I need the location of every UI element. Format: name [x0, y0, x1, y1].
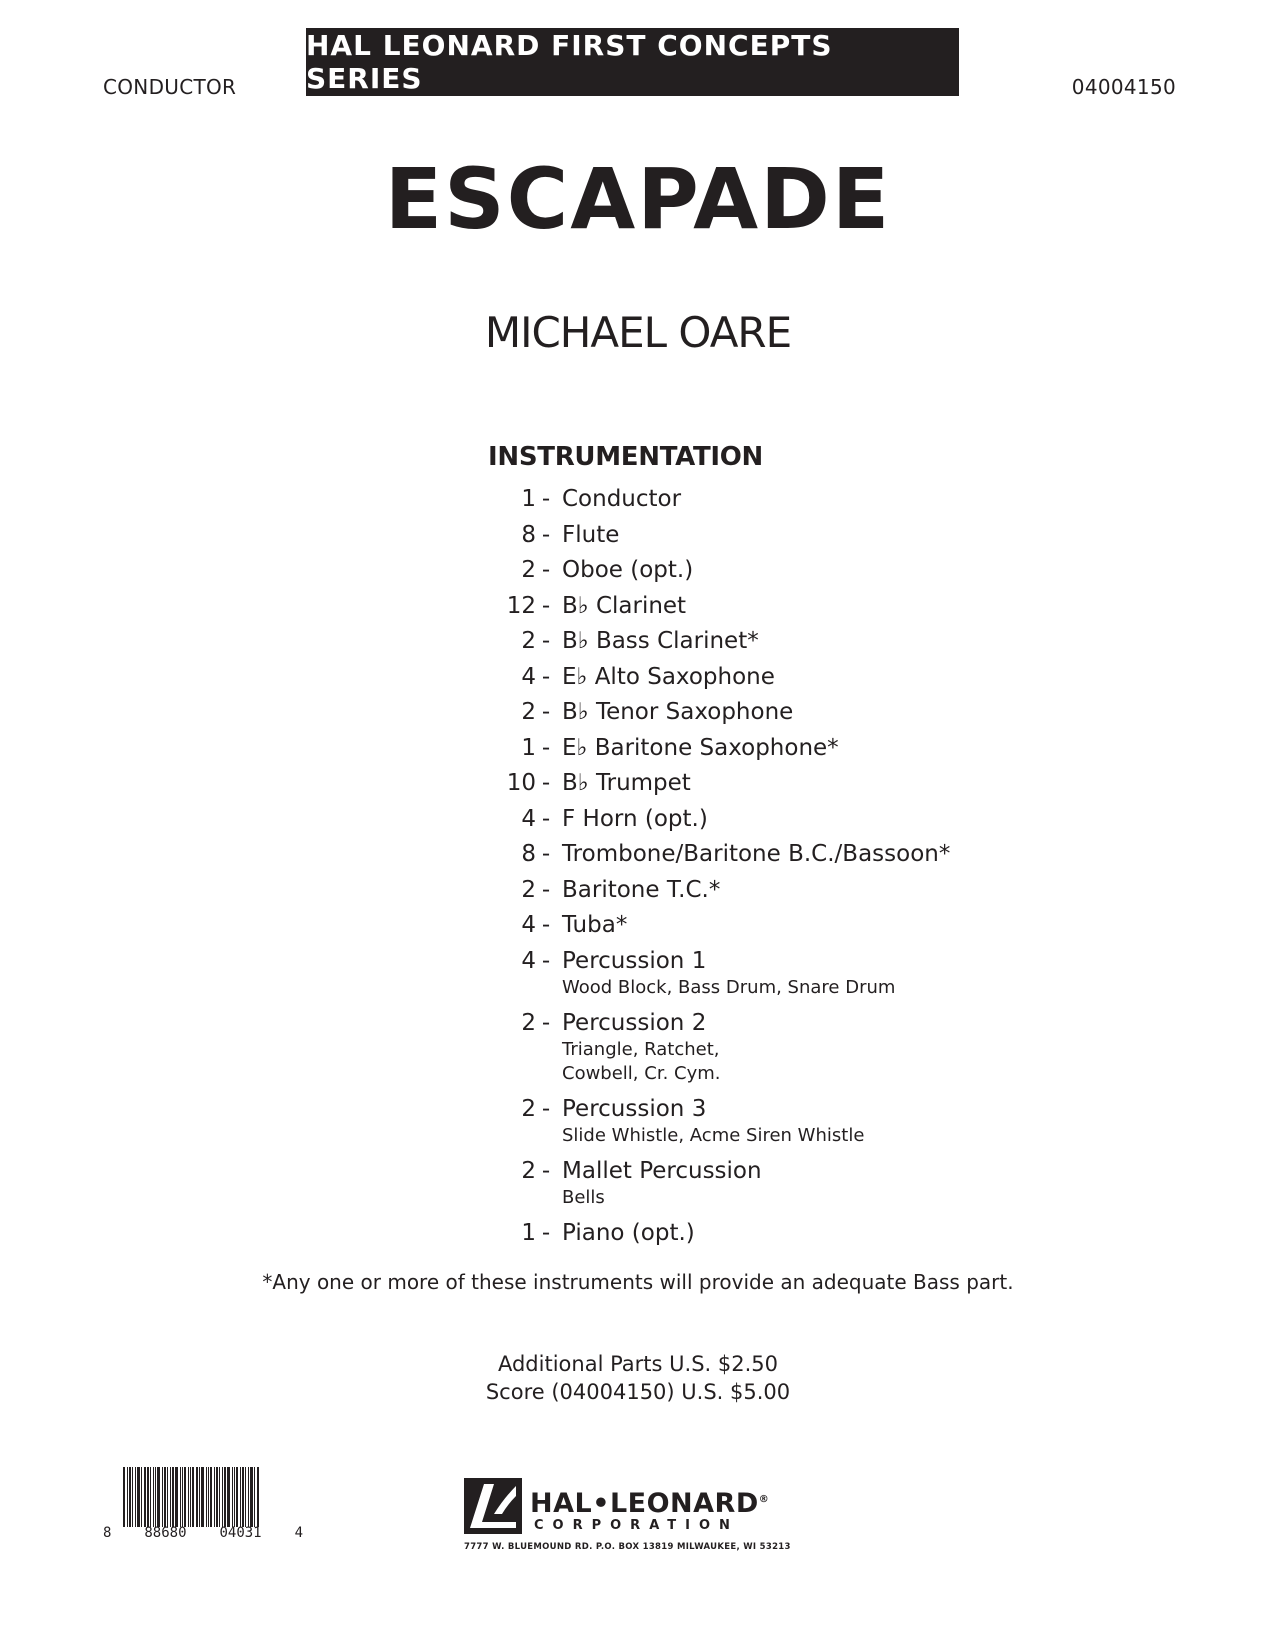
quantity-dash: - [541, 1009, 551, 1036]
instrument-quantity: 2 [521, 876, 536, 903]
barcode-bar [234, 1467, 235, 1527]
instrument-name: Baritone T.C.* [562, 876, 721, 903]
barcode-bar [199, 1467, 200, 1527]
instrument-quantity: 1 [521, 1219, 536, 1246]
barcode-digit-group: 4 [294, 1525, 303, 1541]
barcode-digit-group: 04031 [219, 1525, 262, 1541]
quantity-dash: - [541, 876, 551, 903]
instrument-name-block [562, 662, 775, 692]
quantity-dash: - [541, 1095, 551, 1122]
instrument-quantity: 12 [506, 592, 536, 619]
barcode-bar [129, 1467, 131, 1527]
hal-leonard-logo-icon [464, 1478, 522, 1534]
instrument-quantity: 2 [521, 628, 536, 654]
barcode-bar [245, 1467, 246, 1527]
instrument-row [472, 1218, 1032, 1254]
quantity-dash: - [541, 770, 551, 796]
barcode-bar [157, 1467, 160, 1527]
publisher-name [530, 1488, 769, 1519]
barcode-bar [254, 1467, 255, 1527]
instrument-row [472, 555, 1032, 591]
instrument-row [472, 697, 1032, 733]
quantity-dash: - [541, 1157, 551, 1184]
quantity-dash: - [541, 1219, 551, 1246]
barcode-digits [103, 1525, 303, 1541]
instrument-name-block [562, 733, 839, 763]
barcode-bar [135, 1467, 136, 1527]
instrument-detail: Cowbell, Cr. Cym. [562, 1062, 721, 1084]
instrument-quantity: 4 [521, 805, 536, 832]
quantity-dash: - [541, 663, 551, 690]
instrument-name: Tuba* [562, 912, 628, 938]
barcode-bar [242, 1467, 244, 1527]
instrument-quantity: 4 [521, 947, 536, 974]
barcode-bar [222, 1467, 223, 1527]
instrument-name-block [562, 768, 691, 798]
instrument-row [472, 733, 1032, 769]
barcode [103, 1467, 303, 1547]
instrument-quantity: 4 [521, 663, 536, 690]
instrument-quantity: 1 [521, 486, 536, 512]
instrument-row [472, 662, 1032, 698]
instrument-name: Conductor [562, 486, 682, 512]
instrument-name-block [562, 697, 793, 727]
instrument-name-block [562, 1094, 864, 1156]
instrument-name: Percussion 3 [562, 1095, 707, 1122]
barcode-bar [164, 1467, 166, 1527]
barcode-bar [141, 1467, 142, 1527]
instrument-row [472, 484, 1032, 520]
quantity-dash: - [541, 699, 551, 725]
barcode-bar [219, 1467, 220, 1527]
instrument-name: B♭ Clarinet [562, 592, 687, 619]
price-info [0, 1350, 1276, 1406]
additional-parts-price: Additional Parts U.S. $2.50 [497, 1352, 778, 1376]
instrument-quantity: 1 [521, 734, 536, 761]
barcode-bar [150, 1467, 151, 1527]
score-price: Score (04004150) U.S. $5.00 [485, 1380, 791, 1404]
barcode-bar [232, 1467, 233, 1527]
bass-part-footnote: *Any one or more of these instruments will provide an adequate Bass part. [262, 1270, 1014, 1294]
instrument-row [472, 875, 1032, 911]
registered-mark: ® [758, 1494, 770, 1505]
barcode-bar [224, 1467, 226, 1527]
barcode-bar [196, 1467, 198, 1527]
part-label: CONDUCTOR [103, 75, 237, 99]
barcode-bar [137, 1467, 140, 1527]
barcode-bar [227, 1467, 230, 1527]
instrument-name-block [562, 484, 681, 514]
instrument-row [472, 626, 1032, 662]
instrument-quantity: 10 [506, 770, 536, 796]
instrument-row [472, 520, 1032, 556]
barcode-bar [155, 1467, 156, 1527]
barcode-bar [214, 1467, 215, 1527]
instrument-name: Percussion 2 [562, 1009, 707, 1036]
barcode-bar [240, 1467, 241, 1527]
quantity-dash: - [541, 557, 551, 583]
instrument-row [472, 768, 1032, 804]
quantity-dash: - [541, 521, 551, 548]
instrument-name-block [562, 1156, 762, 1218]
barcode-bar [257, 1467, 259, 1527]
instrument-quantity: 8 [521, 841, 536, 867]
instrument-row [472, 910, 1032, 946]
barcode-bar [123, 1467, 125, 1527]
instrument-name-block [562, 839, 950, 869]
instrument-name-block [562, 591, 686, 621]
barcode-bar [210, 1467, 212, 1527]
barcode-bar [147, 1467, 149, 1527]
quantity-dash: - [541, 947, 551, 974]
instrument-row [472, 839, 1032, 875]
publisher-corporation: CORPORATION [534, 1518, 739, 1533]
barcode-bar [167, 1467, 168, 1527]
barcode-bar [144, 1467, 146, 1527]
instrument-name-block [562, 1008, 720, 1094]
composer-name: MICHAEL OARE [484, 308, 792, 357]
quantity-dash: - [541, 628, 551, 654]
barcode-bar [190, 1467, 191, 1527]
instrument-quantity: 4 [521, 912, 536, 938]
barcode-bars [123, 1467, 283, 1527]
barcode-bar [180, 1467, 181, 1527]
barcode-bar [201, 1467, 204, 1527]
instrument-detail: Triangle, Ratchet, [562, 1038, 720, 1060]
quantity-dash: - [541, 912, 551, 938]
series-banner: HAL LEONARD FIRST CONCEPTS SERIES [306, 28, 959, 96]
instrument-quantity: 2 [521, 1157, 536, 1184]
instrument-row [472, 1156, 1032, 1218]
barcode-bar [188, 1467, 189, 1527]
instrument-name-block [562, 555, 693, 585]
quantity-dash: - [541, 486, 551, 512]
instrument-name: B♭ Bass Clarinet* [562, 628, 759, 654]
publisher-name-text: HAL•LEONARD [530, 1488, 759, 1519]
barcode-bar [170, 1467, 171, 1527]
publisher-logo [464, 1478, 824, 1558]
instrument-quantity: 2 [521, 699, 536, 725]
barcode-bar [162, 1467, 163, 1527]
instrument-name-block [562, 875, 720, 905]
instrument-quantity: 2 [521, 1009, 536, 1036]
instrument-name: Trombone/Baritone B.C./Bassoon* [562, 841, 951, 867]
barcode-bar [192, 1467, 194, 1527]
instrument-name: E♭ Baritone Saxophone* [562, 734, 839, 761]
piece-title: ESCAPADE [384, 150, 892, 248]
instrument-name: B♭ Trumpet [562, 770, 691, 796]
barcode-bar [127, 1467, 128, 1527]
catalog-number: 04004150 [1071, 75, 1176, 99]
quantity-dash: - [541, 841, 551, 867]
barcode-bar [250, 1467, 253, 1527]
instrument-name-block [562, 946, 895, 1008]
barcode-bar [153, 1467, 154, 1527]
instrument-row [472, 1094, 1032, 1156]
barcode-bar [248, 1467, 249, 1527]
instrument-name: F Horn (opt.) [562, 805, 708, 832]
instrument-row [472, 946, 1032, 1008]
quantity-dash: - [541, 734, 551, 761]
barcode-bar [172, 1467, 174, 1527]
quantity-dash: - [541, 592, 551, 619]
instrumentation-list [472, 484, 1032, 1253]
instrument-name-block [562, 1218, 695, 1248]
instrument-quantity: 2 [521, 557, 536, 583]
publisher-address: 7777 W. BLUEMOUND RD. P.O. BOX 13819 MILWAUKEE, WI 53213 [464, 1542, 791, 1552]
instrument-quantity: 8 [521, 521, 536, 548]
instrument-name-block [562, 520, 619, 550]
barcode-digit-group: 8 [103, 1525, 112, 1541]
instrument-row [472, 804, 1032, 840]
barcode-bar [216, 1467, 218, 1527]
barcode-bar [175, 1467, 178, 1527]
instrument-name-block [562, 804, 708, 834]
instrument-name: Percussion 1 [562, 947, 707, 974]
instrument-row [472, 1008, 1032, 1094]
barcode-bar [206, 1467, 207, 1527]
instrumentation-heading: INSTRUMENTATION [488, 442, 764, 472]
instrument-name: Piano (opt.) [562, 1219, 695, 1246]
barcode-bar [208, 1467, 209, 1527]
instrument-name-block [562, 626, 759, 656]
barcode-bar [184, 1467, 186, 1527]
instrument-name: Flute [562, 521, 620, 548]
instrument-quantity: 2 [521, 1095, 536, 1122]
barcode-bar [132, 1467, 133, 1527]
barcode-digit-group: 88680 [144, 1525, 187, 1541]
quantity-dash: - [541, 805, 551, 832]
instrument-row [472, 591, 1032, 627]
barcode-bar [182, 1467, 183, 1527]
instrument-detail: Wood Block, Bass Drum, Snare Drum [562, 976, 896, 998]
instrument-name: Oboe (opt.) [562, 557, 694, 583]
instrument-detail: Bells [562, 1186, 605, 1208]
instrument-detail: Slide Whistle, Acme Siren Whistle [562, 1124, 865, 1146]
instrument-name-block [562, 910, 627, 940]
instrument-name: E♭ Alto Saxophone [562, 663, 775, 690]
instrument-name: Mallet Percussion [562, 1157, 762, 1184]
instrument-name: B♭ Tenor Saxophone [562, 699, 794, 725]
barcode-bar [236, 1467, 238, 1527]
